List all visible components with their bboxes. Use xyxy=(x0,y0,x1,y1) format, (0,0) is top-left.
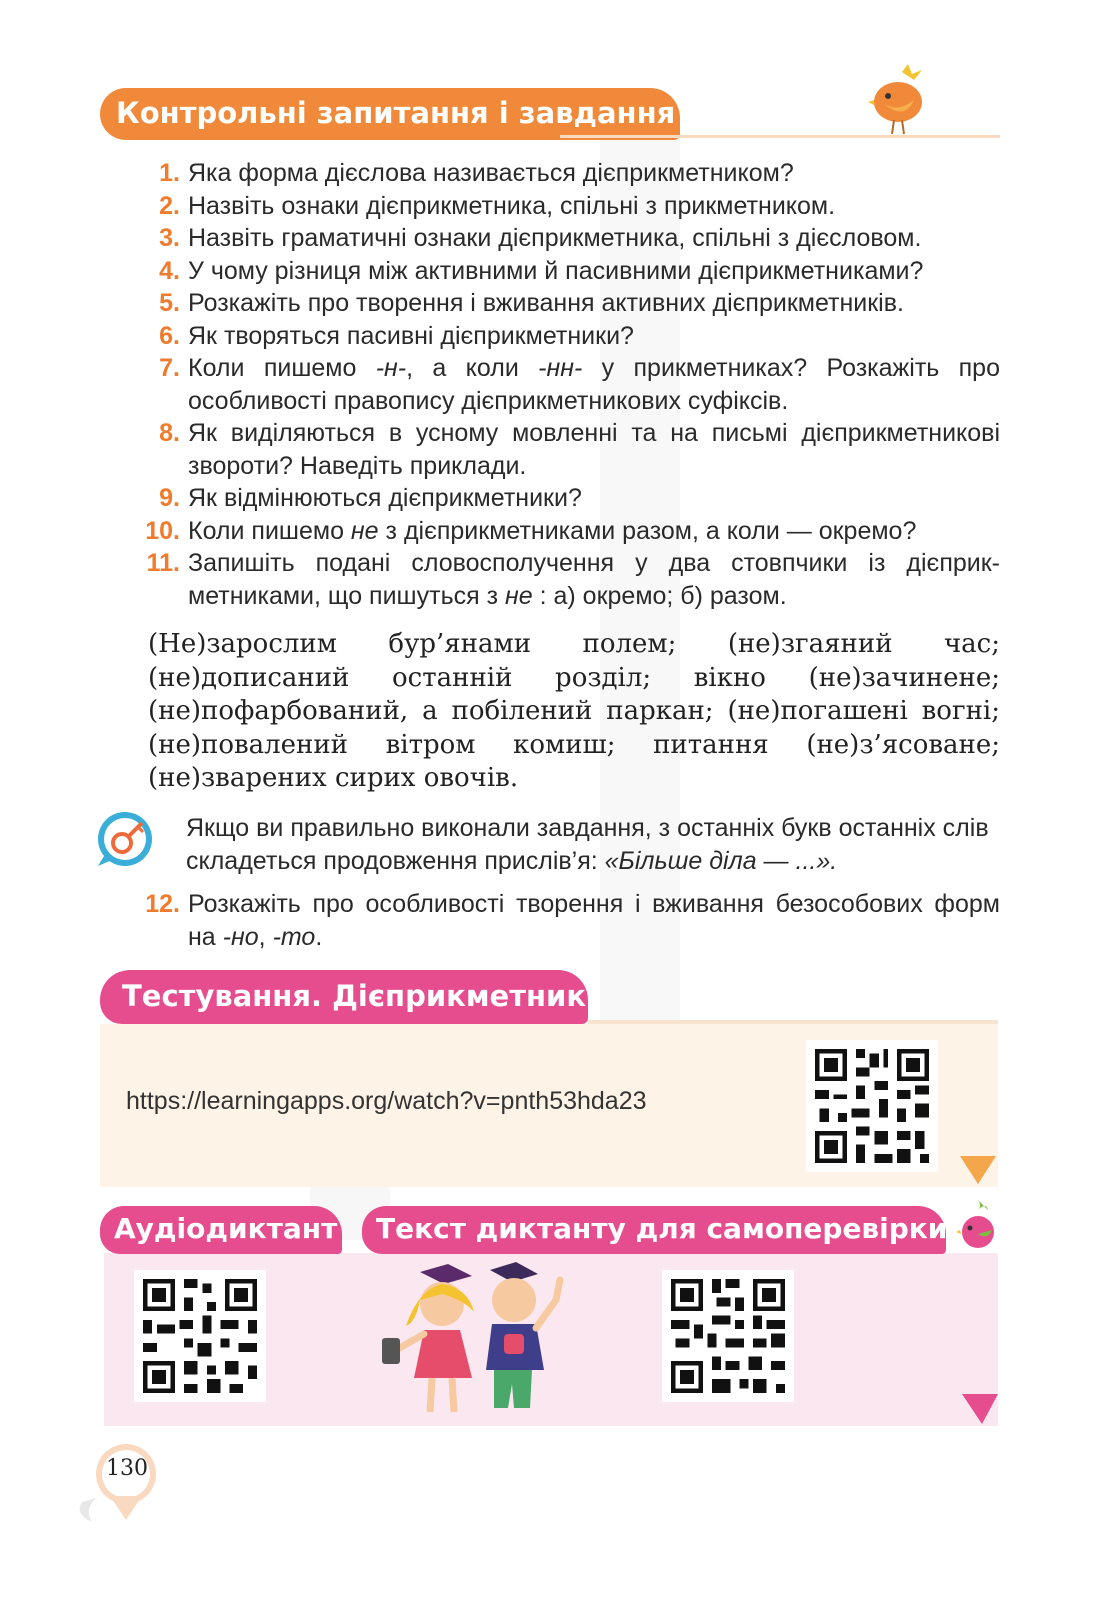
exercise-text: (Не)зарослим бур’янами полем; (не)згаяний час; (не)дописаний останній розділ; вікно (не)зачинене; (не)пофарбований, а побілений паркан; (не)погашені вогні; (не)повалений вітром комиш; питання (не)з’ясоване; (не)зварених сирих овочів. xyxy=(148,629,1000,793)
question-number: 9. xyxy=(159,484,180,512)
question-text: Яка форма дієслова називається дієприкметником? xyxy=(188,159,794,187)
question-text: Як відмінюються дієприкметники? xyxy=(188,484,582,512)
question-number: 3. xyxy=(159,224,180,252)
question-item xyxy=(128,482,1000,515)
testing-title-banner xyxy=(100,970,588,1024)
qr-code-audio[interactable] xyxy=(134,1270,266,1402)
qr-code-testing[interactable] xyxy=(806,1040,938,1172)
audio-title-banner xyxy=(100,1206,342,1254)
self-check-title-banner xyxy=(362,1206,946,1254)
question-number: 7. xyxy=(159,354,180,382)
question-list-2 xyxy=(128,888,1000,953)
bird-icon xyxy=(868,62,930,136)
audio-title: Аудіодиктант xyxy=(114,1212,338,1245)
question-text: Назвіть граматичні ознаки дієприкметника, спільні з дієсловом. xyxy=(188,224,922,252)
question-item xyxy=(128,320,1000,353)
question-item xyxy=(128,190,1000,223)
students-illustration xyxy=(380,1260,566,1420)
proverb: «Більше діла — ...». xyxy=(604,846,838,875)
page-number: 130 xyxy=(106,1456,148,1481)
question-number: 11. xyxy=(146,549,180,577)
testing-url[interactable]: https://learningapps.org/watch?v=pnth53hda23 xyxy=(126,1087,647,1115)
question-item xyxy=(128,888,1000,953)
qr-code-self-check[interactable] xyxy=(662,1270,794,1402)
question-number: 6. xyxy=(159,321,180,350)
section-title: Контрольні запитання і завдання xyxy=(116,96,676,130)
question-text: Назвіть ознаки дієприкметника, спільні з прикметником. xyxy=(188,191,836,220)
question-item xyxy=(128,287,1000,320)
self-check-title: Текст диктанту для самоперевірки xyxy=(376,1212,948,1245)
section-title-banner xyxy=(100,88,680,140)
question-number: 5. xyxy=(159,289,180,317)
question-list xyxy=(128,157,1000,612)
question-number: 12. xyxy=(145,890,180,918)
hint-body: Якщо ви правильно виконали завдання, з останніх букв останніх слів складеться продовження прислів’я: xyxy=(186,814,989,875)
question-item xyxy=(128,547,1000,612)
question-number: 10. xyxy=(145,516,180,545)
testing-title: Тестування. Дієприкметник xyxy=(122,979,587,1013)
question-text: У чому різниця між активними й пасивними дієприкметниками? xyxy=(188,256,924,285)
question-number: 1. xyxy=(159,159,180,187)
question-text: Як творяться пасивні дієприкметники? xyxy=(188,321,634,350)
question-text: Коли пишемо -н-, а коли -нн- у прикметниках? Розкажіть про особливості правопису дієприкметникових суфіксів. xyxy=(188,354,1000,415)
page-number-badge xyxy=(74,1440,164,1524)
question-item xyxy=(128,417,1000,482)
question-text: Розкажіть про особливості творення і вживання безособових форм на -но, -то. xyxy=(188,890,1000,951)
key-icon xyxy=(96,810,154,868)
question-item xyxy=(128,222,1000,255)
question-item xyxy=(128,255,1000,288)
question-number: 2. xyxy=(159,191,180,220)
page-corner-icon-pink xyxy=(962,1394,998,1424)
hint-text xyxy=(186,812,1000,877)
page-corner-icon xyxy=(960,1156,996,1184)
question-text: Розкажіть про творення і вживання активних дієприкметників. xyxy=(188,289,904,317)
question-text: Як виділяються в усному мовленні та на письмі дієприкметникові звороти? Наведіть приклади. xyxy=(188,419,1000,480)
bird-icon-pink xyxy=(956,1198,998,1254)
question-text: Коли пишемо не з дієприкметниками разом, а коли — окремо? xyxy=(188,516,917,545)
header-rule xyxy=(560,135,1000,138)
question-number: 8. xyxy=(159,419,180,447)
question-text: Запишіть подані словосполучення у два стовпчики із дієприкметниками, що пишуться з не : а) окремо; б) разом. xyxy=(188,549,1000,610)
question-item xyxy=(128,352,1000,417)
question-number: 4. xyxy=(159,256,180,285)
question-item xyxy=(128,157,1000,190)
question-item xyxy=(128,515,1000,548)
